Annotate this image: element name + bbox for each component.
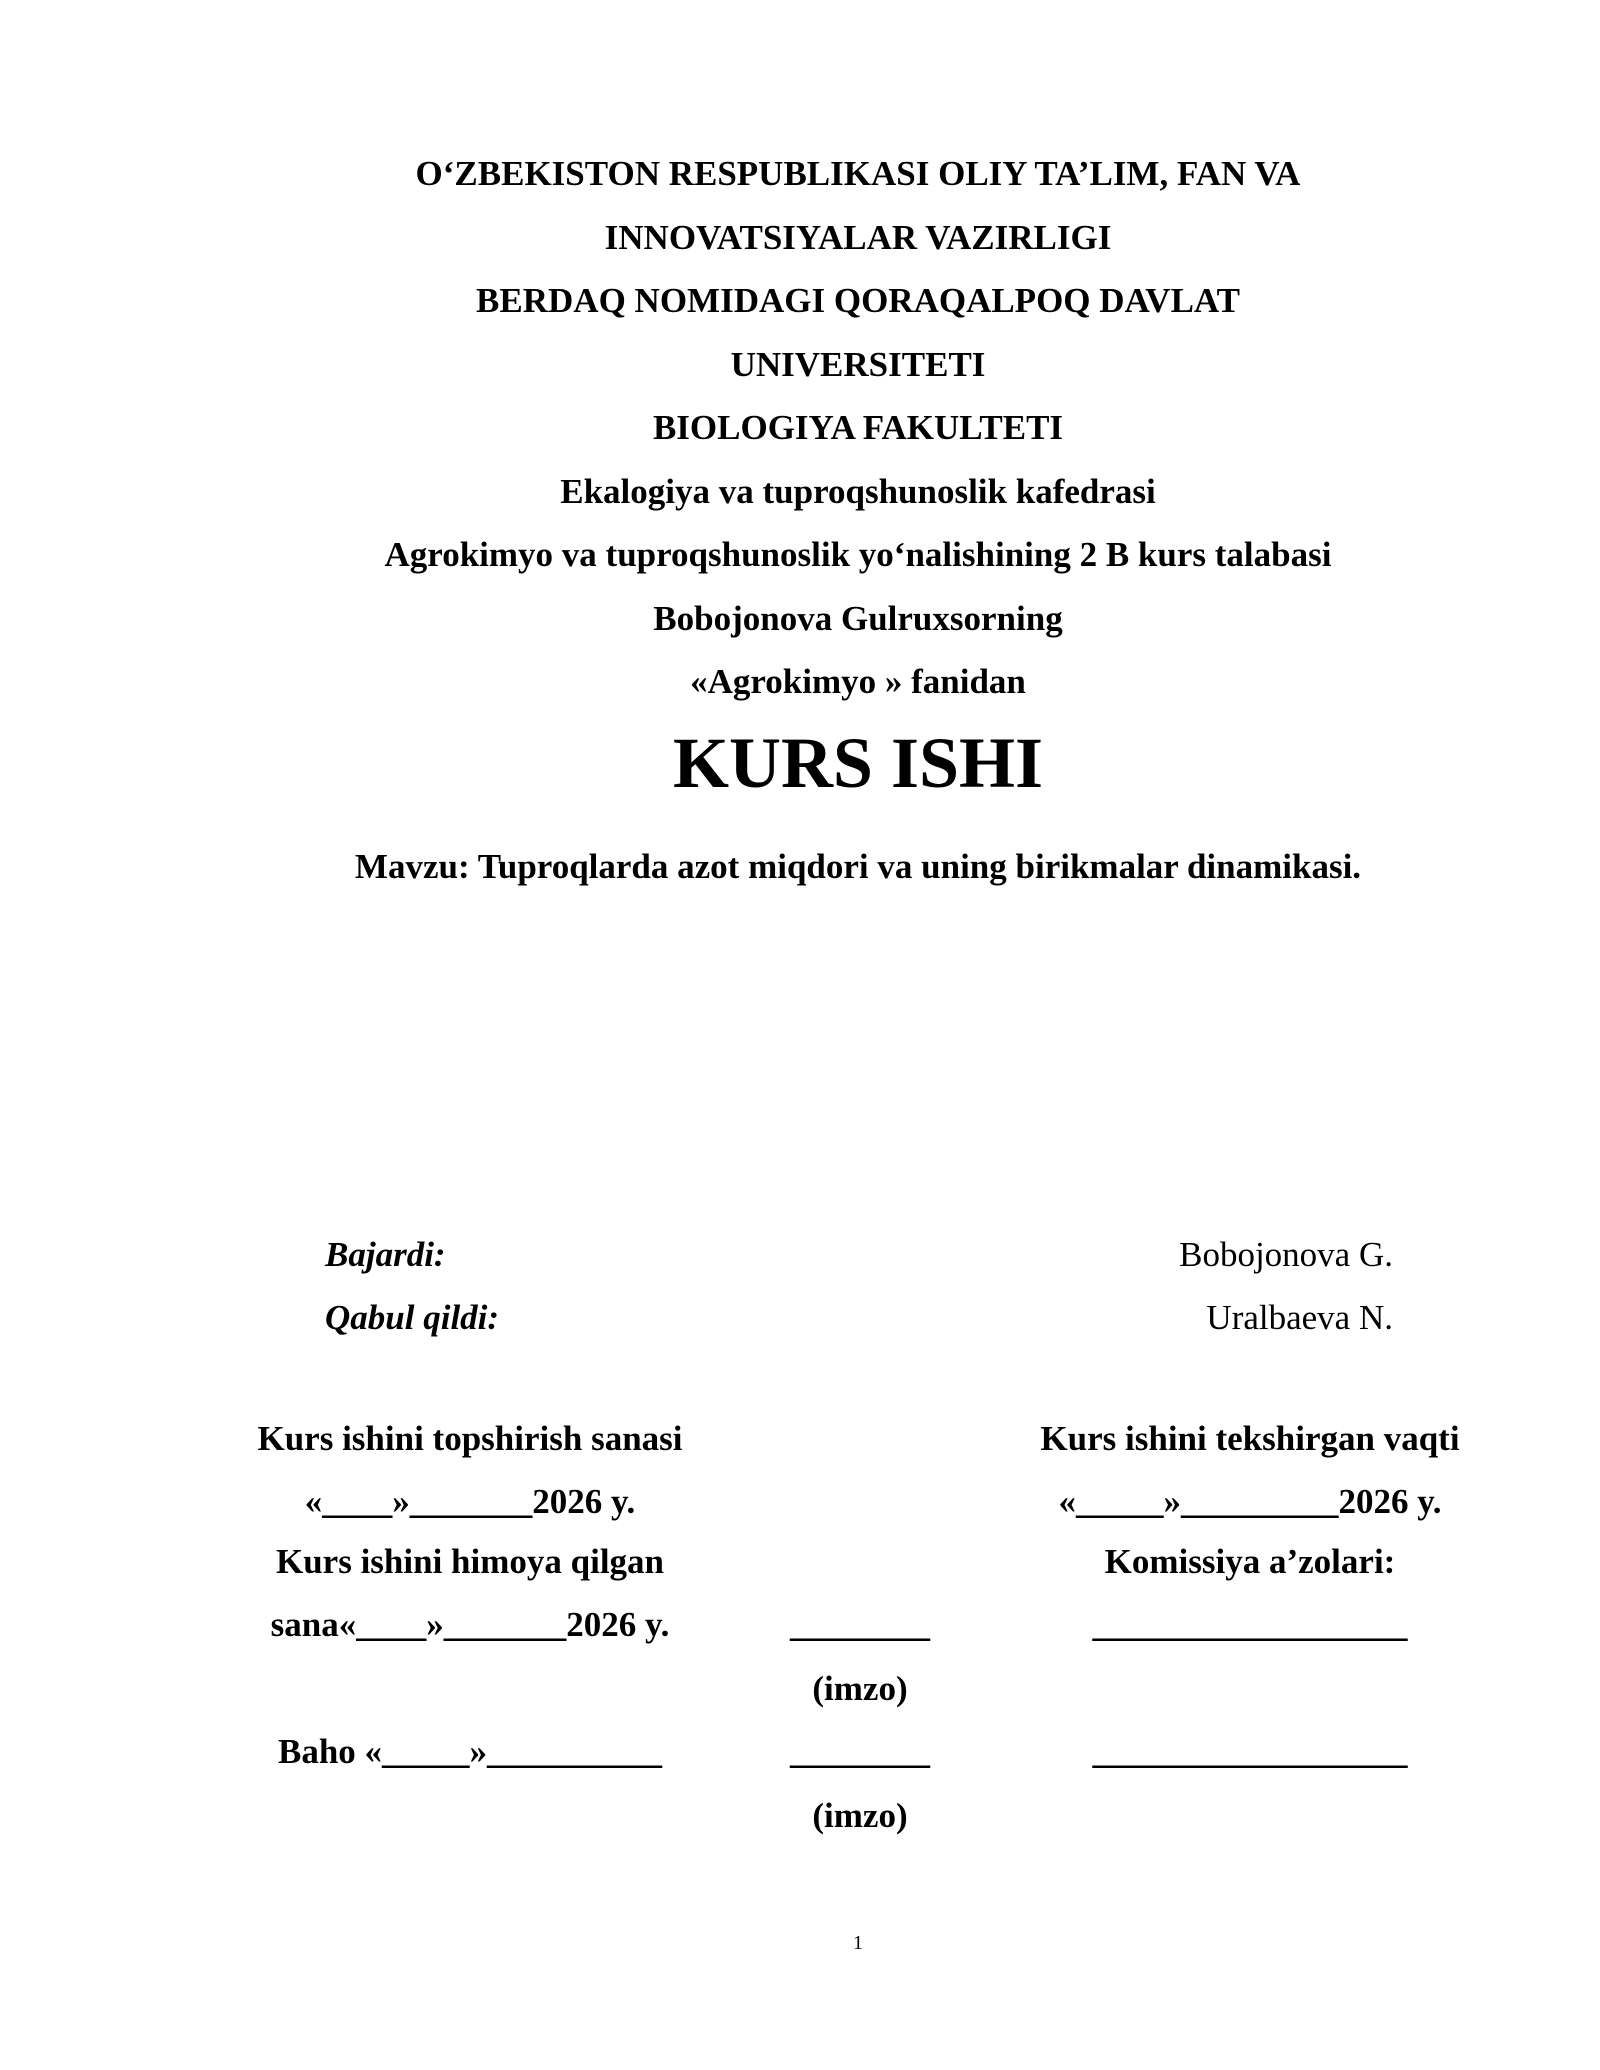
signature-blank-2: ________ (790, 1732, 930, 1771)
submission-date-field: «____»_______2026 y. (304, 1482, 636, 1521)
signature-label-2: (imzo) (812, 1796, 908, 1835)
university-line-1: BERDAQ NOMIDAGI QORAQALPOQ DAVLAT (476, 281, 1240, 320)
checked-time-label: Kurs ishini tekshirgan vaqti (1040, 1419, 1460, 1458)
university-line-2: UNIVERSITETI (730, 344, 986, 384)
student-program-line: Agrokimyo va tuproqshunoslik yo‘nalishining 2 B kurs talabasi (384, 535, 1332, 574)
signature-blank-1: ________ (790, 1605, 930, 1644)
faculty-line: BIOLOGIYA FAKULTETI (652, 408, 1064, 447)
commission-blank-1: __________________ (1092, 1605, 1408, 1644)
checked-date-field: «_____»_________2026 y. (1058, 1482, 1442, 1521)
done-by-label: Bajardi: (325, 1235, 446, 1274)
middle-column (760, 0, 960, 2070)
ministry-line-2: INNOVATSIYALAR VAZIRLIGI (604, 217, 1112, 257)
commission-label: Komissiya a’zolari: (1104, 1542, 1396, 1581)
accepted-by-name: Uralbaeva N. (1206, 1298, 1393, 1337)
ministry-line-1: O‘ZBEKISTON RESPUBLIKASI OLIY TA’LIM, FAN VA (415, 154, 1301, 193)
defense-date-field: sana«____»_______2026 y. (270, 1605, 670, 1644)
commission-blank-2: __________________ (1092, 1732, 1408, 1771)
page-number: 1 (853, 1932, 863, 1954)
topic-line: Mavzu: Tuproqlarda azot miqdori va uning birikmalar dinamikasi. (354, 847, 1362, 886)
document-type-title: KURS ISHI (672, 723, 1044, 803)
department-line: Ekalogiya va tuproqshunoslik kafedrasi (560, 471, 1156, 511)
submission-date-label: Kurs ishini topshirish sanasi (257, 1419, 683, 1458)
defense-label: Kurs ishini himoya qilgan (275, 1542, 665, 1581)
grade-field: Baho «_____»__________ (277, 1732, 663, 1771)
right-column (1010, 0, 1490, 2070)
signature-label-1: (imzo) (812, 1669, 908, 1708)
accepted-by-label: Qabul qildi: (325, 1298, 500, 1337)
done-by-name: Bobojonova G. (1179, 1235, 1393, 1274)
subject-line: «Agrokimyo » fanidan (690, 662, 1026, 701)
student-name-line: Bobojonova Gulruxsorning (653, 598, 1063, 638)
left-column (230, 0, 710, 2070)
